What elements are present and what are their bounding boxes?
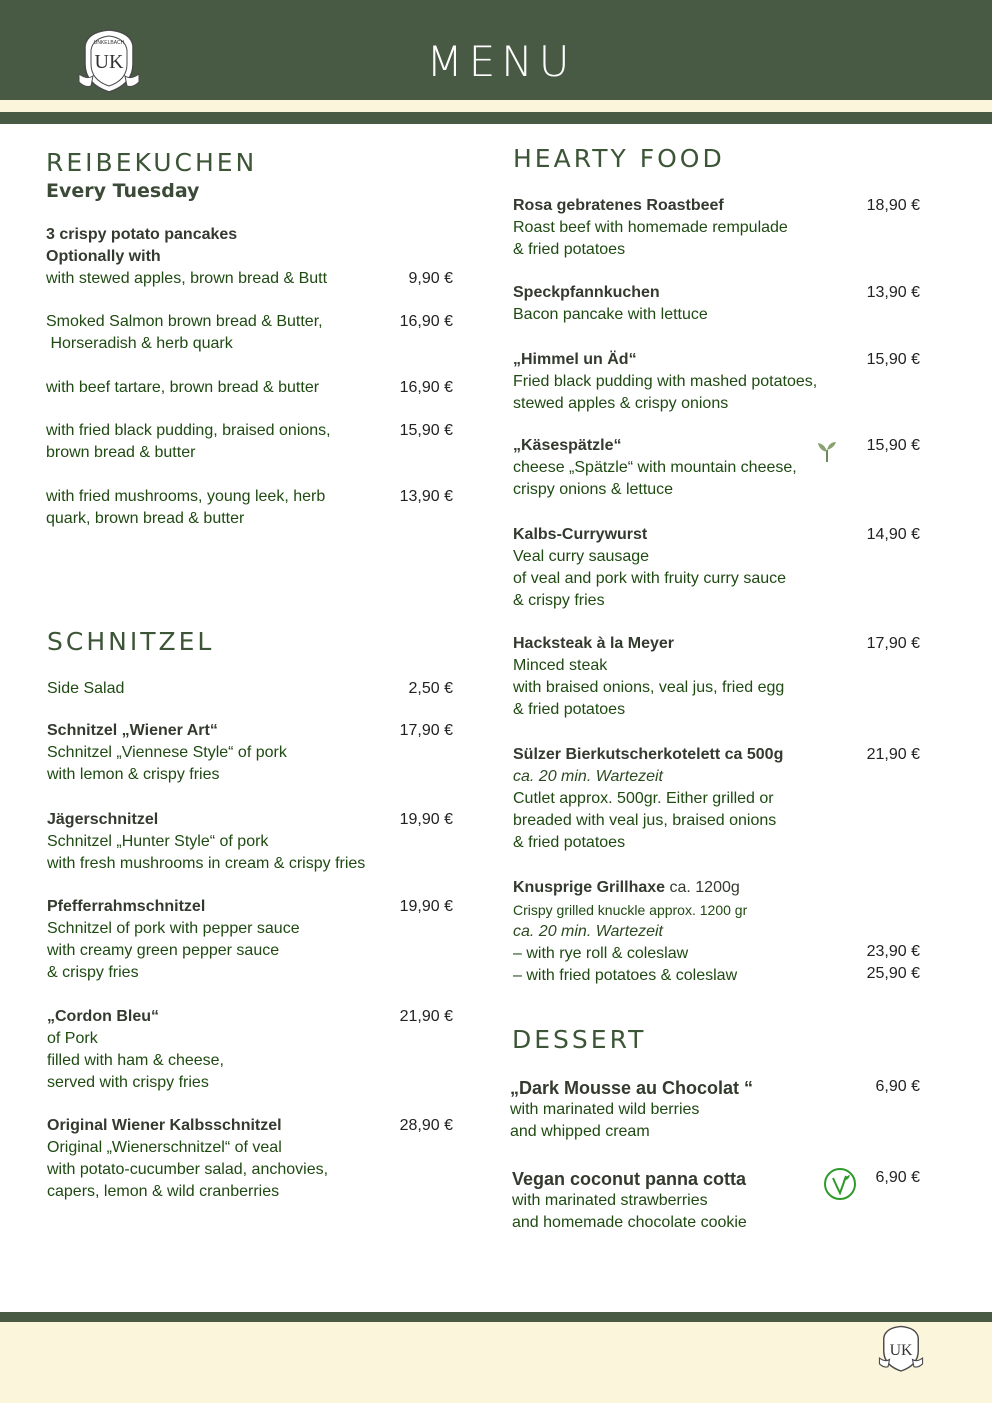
item-description: with fried mushrooms, young leek, herb bbox=[46, 488, 326, 505]
item-price: 14,90 € bbox=[866, 526, 920, 543]
restaurant-logo bbox=[77, 24, 141, 96]
item-price: 16,90 € bbox=[399, 379, 453, 396]
menu-item bbox=[513, 349, 817, 415]
menu-item bbox=[512, 1168, 747, 1234]
item-description: Veal curry sausage bbox=[513, 548, 650, 565]
item-description: with potato-cucumber salad, anchovies, bbox=[47, 1161, 329, 1178]
item-price: 9,90 € bbox=[408, 270, 453, 287]
page-title: MENU bbox=[426, 37, 576, 86]
item-description: with fresh mushrooms in cream & crispy fries bbox=[47, 855, 366, 872]
item-price: 13,90 € bbox=[399, 488, 453, 505]
item-price: 15,90 € bbox=[399, 422, 453, 439]
item-price: 16,90 € bbox=[399, 313, 453, 330]
item-price: 13,90 € bbox=[866, 284, 920, 301]
menu-item bbox=[510, 1077, 753, 1143]
item-name: Vegan coconut panna cotta bbox=[512, 1169, 747, 1189]
item-option: – with rye roll & coleslaw bbox=[513, 945, 689, 962]
section-title-hearty-food: HEARTY FOOD bbox=[513, 144, 725, 173]
menu-item bbox=[513, 633, 784, 721]
item-note: ca. 20 min. Wartezeit bbox=[513, 768, 663, 785]
menu-item bbox=[47, 809, 365, 875]
item-description: Horseradish & herb quark bbox=[46, 335, 233, 352]
item-description: of veal and pork with fruity curry sauce bbox=[513, 570, 787, 587]
item-description: brown bread & butter bbox=[46, 444, 196, 461]
item-name: Speckpfannkuchen bbox=[513, 284, 660, 301]
menu-item bbox=[46, 377, 319, 399]
item-description: with stewed apples, brown bread & Butt bbox=[46, 270, 328, 287]
item-name: „Himmel un Äd“ bbox=[513, 351, 637, 368]
menu-item bbox=[47, 1006, 224, 1094]
item-description: Schnitzel „Viennese Style“ of pork bbox=[47, 744, 287, 761]
intro-line: 3 crispy potato pancakes bbox=[46, 226, 238, 243]
item-description: served with crispy fries bbox=[47, 1074, 209, 1091]
section-title-schnitzel: SCHNITZEL bbox=[47, 627, 215, 656]
header-stripe bbox=[0, 112, 992, 124]
item-price: 28,90 € bbox=[399, 1117, 453, 1134]
item-description: Original „Wienerschnitzel“ of veal bbox=[47, 1139, 282, 1156]
item-description: Side Salad bbox=[47, 680, 125, 697]
item-description: with fried black pudding, braised onions, bbox=[46, 422, 331, 439]
item-price: 6,90 € bbox=[875, 1169, 920, 1186]
item-description: Fried black pudding with mashed potatoes, bbox=[513, 373, 818, 390]
item-description: & fried potatoes bbox=[513, 834, 626, 851]
section-title-reibekuchen: REIBEKUCHEN bbox=[46, 148, 258, 177]
item-name-suffix: ca. 1200g bbox=[665, 879, 740, 896]
item-name: Sülzer Bierkutscherkotelett ca 500g bbox=[513, 746, 784, 763]
item-price: 19,90 € bbox=[399, 811, 453, 828]
item-description: filled with ham & cheese, bbox=[47, 1052, 224, 1069]
footer-logo-monogram: UK bbox=[889, 1342, 913, 1360]
menu-item bbox=[47, 720, 287, 786]
item-description: of Pork bbox=[47, 1030, 98, 1047]
item-description: and homemade chocolate cookie bbox=[512, 1214, 747, 1231]
item-name: Jägerschnitzel bbox=[47, 811, 159, 828]
item-description: stewed apples & crispy onions bbox=[513, 395, 729, 412]
item-description: with marinated strawberries bbox=[512, 1192, 708, 1209]
logo-wordmark: UNKELBACH bbox=[93, 40, 125, 46]
item-name: Kalbs-Currywurst bbox=[513, 526, 648, 543]
item-description: breaded with veal jus, braised onions bbox=[513, 812, 777, 829]
item-price: 15,90 € bbox=[866, 437, 920, 454]
item-note: ca. 20 min. Wartezeit bbox=[513, 923, 663, 940]
menu-item bbox=[513, 195, 788, 261]
item-name: Rosa gebratenes Roastbeef bbox=[513, 197, 724, 214]
item-description: crispy onions & lettuce bbox=[513, 481, 674, 498]
item-description: Cutlet approx. 500gr. Either grilled or bbox=[513, 790, 774, 807]
item-price: 17,90 € bbox=[866, 635, 920, 652]
item-description: quark, brown bread & butter bbox=[46, 510, 245, 527]
item-description: cheese „Spätzle“ with mountain cheese, bbox=[513, 459, 797, 476]
item-price: 18,90 € bbox=[866, 197, 920, 214]
menu-item bbox=[513, 435, 797, 501]
item-name: Knusprige Grillhaxe bbox=[513, 879, 666, 896]
item-description: capers, lemon & wild cranberries bbox=[47, 1183, 280, 1200]
logo-monogram: UK bbox=[94, 51, 124, 73]
reibekuchen-intro bbox=[46, 224, 237, 268]
menu-item bbox=[47, 678, 124, 700]
item-price: 19,90 € bbox=[399, 898, 453, 915]
menu-item bbox=[47, 896, 300, 984]
item-description: Roast beef with homemade rempulade bbox=[513, 219, 788, 236]
item-price: 15,90 € bbox=[866, 351, 920, 368]
item-description: Minced steak bbox=[513, 657, 608, 674]
item-name: „Cordon Bleu“ bbox=[47, 1008, 159, 1025]
menu-item bbox=[46, 311, 323, 355]
item-description: & fried potatoes bbox=[513, 241, 626, 258]
item-description: Bacon pancake with lettuce bbox=[513, 306, 708, 323]
item-name: Original Wiener Kalbsschnitzel bbox=[47, 1117, 282, 1134]
header-divider bbox=[0, 100, 992, 112]
section-title-dessert: DESSERT bbox=[512, 1025, 647, 1054]
item-price: 21,90 € bbox=[866, 746, 920, 763]
item-description: with beef tartare, brown bread & butter bbox=[46, 379, 320, 396]
menu-item bbox=[46, 486, 325, 530]
item-description: with marinated wild berries bbox=[510, 1101, 700, 1118]
item-description: with lemon & crispy fries bbox=[47, 766, 220, 783]
item-price: 2,50 € bbox=[408, 680, 453, 697]
footer-band bbox=[0, 1322, 992, 1403]
menu-item bbox=[513, 524, 786, 612]
item-price: 6,90 € bbox=[875, 1078, 920, 1095]
item-description: with creamy green pepper sauce bbox=[47, 942, 280, 959]
item-price: 25,90 € bbox=[866, 965, 920, 982]
item-description: Schnitzel of pork with pepper sauce bbox=[47, 920, 300, 937]
reibekuchen-subtitle: Every Tuesday bbox=[46, 180, 200, 202]
menu-item bbox=[47, 1115, 328, 1203]
menu-item bbox=[46, 420, 331, 464]
item-description: Smoked Salmon brown bread & Butter, bbox=[46, 313, 323, 330]
menu-item bbox=[46, 268, 327, 290]
footer-logo bbox=[878, 1322, 924, 1374]
item-name: Schnitzel „Wiener Art“ bbox=[47, 722, 218, 739]
item-name: Pfefferrahmschnitzel bbox=[47, 898, 206, 915]
item-name: „Käsespätzle“ bbox=[513, 437, 622, 454]
menu-item bbox=[513, 744, 783, 854]
menu-item bbox=[513, 877, 747, 987]
item-description: and whipped cream bbox=[510, 1123, 650, 1140]
item-description: & crispy fries bbox=[47, 964, 139, 981]
item-description: Schnitzel „Hunter Style“ of pork bbox=[47, 833, 269, 850]
item-description: Crispy grilled knuckle approx. 1200 gr bbox=[513, 902, 748, 918]
item-price: 17,90 € bbox=[399, 722, 453, 739]
item-description: & crispy fries bbox=[513, 592, 605, 609]
item-name: „Dark Mousse au Chocolat “ bbox=[510, 1078, 754, 1098]
item-price: 21,90 € bbox=[399, 1008, 453, 1025]
footer-stripe bbox=[0, 1312, 992, 1322]
item-description: & fried potatoes bbox=[513, 701, 626, 718]
item-description: with braised onions, veal jus, fried egg bbox=[513, 679, 785, 696]
item-option: – with fried potatoes & coleslaw bbox=[513, 967, 738, 984]
item-name: Hacksteak à la Meyer bbox=[513, 635, 674, 652]
item-price: 23,90 € bbox=[866, 943, 920, 960]
intro-line: Optionally with bbox=[46, 248, 161, 265]
menu-item bbox=[513, 282, 708, 326]
